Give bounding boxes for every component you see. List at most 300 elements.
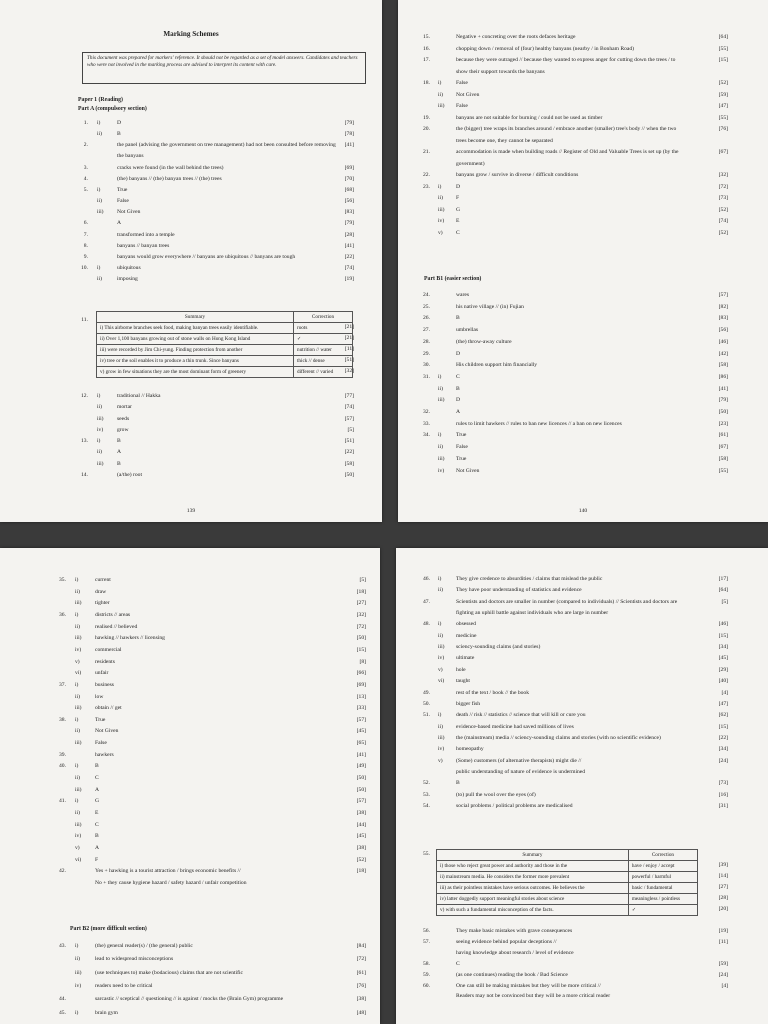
- percentage-mark: [61]: [718, 432, 728, 439]
- sub-item-label: iii): [75, 635, 82, 642]
- answer-text: D: [456, 350, 461, 357]
- answer-line: [0, 941, 380, 952]
- percentage-mark: [67]: [718, 149, 728, 155]
- question-number: 6.: [83, 220, 88, 227]
- sub-item-label: iii): [438, 103, 445, 109]
- sub-item-label: ii): [97, 404, 102, 411]
- question-number: 47.: [423, 598, 430, 605]
- answer-line: [398, 419, 768, 430]
- percentage-mark: [4]: [721, 982, 728, 989]
- percentage-mark: [39]: [718, 862, 728, 868]
- sub-item-label: ii): [438, 385, 443, 392]
- sub-item-label: iii): [75, 821, 82, 828]
- sub-item-label: i): [75, 798, 79, 805]
- answer-text: having knowledge about research / level of evidence: [456, 949, 574, 956]
- answer-line: [0, 391, 382, 402]
- answer-line: [398, 442, 768, 453]
- percentage-mark: [86]: [718, 373, 728, 380]
- summary-mark-line: [0, 355, 382, 366]
- answer-line: [396, 710, 768, 721]
- answer-text: Not Given: [95, 728, 119, 735]
- answer-text: obsessed: [456, 621, 476, 628]
- percentage-mark: [24]: [718, 971, 728, 978]
- question-number: 41.: [59, 798, 66, 805]
- sub-item-label: iii): [97, 415, 104, 422]
- answer-line: [0, 140, 382, 151]
- answer-line: [396, 790, 768, 801]
- question-number: 31.: [423, 373, 430, 380]
- sub-item-label: iv): [75, 982, 82, 989]
- sub-item-label: i): [75, 943, 79, 949]
- answer-text: (the) throw-away culture: [456, 338, 512, 345]
- question-number: 39.: [59, 751, 66, 758]
- answer-text: They give credence to absurdities / claims that mislead the public: [456, 576, 603, 582]
- sub-item-label: iii): [75, 740, 82, 747]
- sub-item-label: iii): [75, 705, 82, 712]
- question-number: 25.: [423, 303, 430, 310]
- answer-line: [396, 756, 768, 767]
- answer-line: [0, 994, 380, 1005]
- percentage-mark: [65]: [356, 740, 366, 747]
- summary-mark-line: [0, 322, 382, 333]
- percentage-mark: [15]: [718, 57, 728, 63]
- answer-text: G: [456, 206, 461, 213]
- answer-line: [0, 738, 380, 749]
- percentage-mark: [50]: [356, 786, 366, 793]
- answer-line: [0, 785, 380, 796]
- percentage-mark: [58]: [344, 460, 354, 467]
- sub-item-label: i): [97, 438, 101, 444]
- sub-item-label: i): [97, 186, 101, 193]
- answer-line: [0, 207, 382, 218]
- summary-mark-line: [396, 860, 768, 871]
- percentage-mark: [59]: [718, 91, 728, 98]
- answer-line: [396, 574, 768, 585]
- answer-text: umbrellas: [456, 327, 479, 334]
- answer-line: [0, 773, 380, 784]
- percentage-mark: [59]: [718, 960, 728, 967]
- answer-text: No + they cause hygiene hazard / safety hazard / unfair competition: [95, 879, 247, 886]
- summary-text: v) grow in few situations they are the most dominant form of greenery: [97, 367, 294, 378]
- answer-line: [396, 991, 768, 1002]
- sub-item-label: v): [438, 229, 443, 236]
- percentage-mark: [22]: [718, 734, 728, 741]
- sub-item-label: iii): [438, 206, 445, 213]
- percentage-mark: [76]: [356, 982, 366, 989]
- question-number: 50.: [423, 700, 430, 707]
- percentage-mark: [84]: [356, 943, 366, 949]
- percentage-mark: [38]: [356, 996, 366, 1003]
- question-number: 18.: [423, 80, 430, 86]
- percentage-mark: [13]: [356, 693, 366, 700]
- correction-header: Correction: [628, 850, 697, 861]
- percentage-mark: [73]: [718, 780, 728, 787]
- question-number: 5.: [83, 186, 88, 193]
- answer-text: banyans // banyan trees: [117, 242, 170, 249]
- answer-line: [0, 174, 382, 185]
- answer-text: seeing evidence behind popular deceptions //: [456, 938, 557, 945]
- percentage-mark: [45]: [356, 833, 366, 840]
- answer-text: False: [456, 103, 468, 109]
- sub-item-label: vi): [438, 678, 445, 685]
- question-number: 59.: [423, 971, 430, 978]
- answer-text: his native village // (in) Fujian: [456, 303, 524, 310]
- question-number: 10.: [81, 264, 88, 271]
- percentage-mark: [41]: [344, 142, 354, 149]
- answer-line: [398, 313, 768, 324]
- answer-line: [398, 113, 768, 124]
- answer-text: A: [117, 449, 122, 456]
- answer-line: [396, 608, 768, 619]
- sub-item-label: iv): [75, 833, 82, 840]
- sub-item-label: ii): [75, 588, 80, 595]
- answer-line: [0, 436, 382, 447]
- sub-item-label: ii): [75, 810, 80, 816]
- percentage-mark: [8]: [359, 658, 366, 665]
- percentage-mark: [55]: [718, 45, 728, 52]
- answer-line: [396, 767, 768, 778]
- answer-text: grow: [117, 426, 129, 433]
- answer-text: True: [117, 186, 128, 193]
- answer-line: [0, 263, 382, 274]
- percentage-mark: [67]: [718, 444, 728, 451]
- question-number: 48.: [423, 621, 430, 628]
- page-141: [0, 548, 380, 1024]
- percentage-mark: [38]: [356, 810, 366, 816]
- question-number: 52.: [423, 780, 430, 787]
- answer-line: [0, 1008, 380, 1019]
- sub-item-label: ii): [75, 623, 80, 630]
- answer-text: residents: [95, 658, 115, 665]
- answer-text: C: [456, 960, 460, 967]
- answer-line: [396, 676, 768, 687]
- answer-line: [0, 575, 380, 586]
- page-139: [0, 0, 382, 522]
- sub-item-label: iv): [438, 655, 445, 662]
- page-140: [398, 0, 768, 522]
- answer-text: imposing: [117, 276, 138, 283]
- answer-text: B: [456, 385, 460, 392]
- question-number: 45.: [59, 1009, 66, 1016]
- percentage-mark: [34]: [718, 746, 728, 753]
- percentage-mark: [29]: [718, 666, 728, 673]
- sub-item-label: iv): [438, 467, 445, 474]
- percentage-mark: [72]: [356, 956, 366, 963]
- answer-text: the (bigger) tree wraps its branches around / embrace another (smaller) tree's body // when the two: [456, 126, 677, 132]
- answer-text: wares: [456, 292, 470, 298]
- question-number: 38.: [59, 716, 66, 723]
- percentage-mark: [64]: [718, 587, 728, 594]
- percentage-mark: [42]: [718, 350, 728, 357]
- answer-line: [396, 948, 768, 959]
- percentage-mark: [62]: [718, 712, 728, 719]
- answer-line: [398, 193, 768, 204]
- correction-text: nutrition // water: [293, 345, 352, 356]
- question-number: 53.: [423, 791, 430, 798]
- answer-text: F: [456, 195, 460, 201]
- answer-line: [398, 407, 768, 418]
- percentage-mark: [28]: [344, 231, 354, 238]
- answer-line: [0, 252, 382, 263]
- question-number: 20.: [423, 126, 430, 132]
- percentage-mark: [5]: [347, 426, 354, 433]
- answer-text: D: [456, 183, 461, 190]
- page-number: 139: [186, 508, 196, 514]
- summary-text: iv) tree or the soil enables it to produce a thin trunk. Since banyans: [97, 356, 294, 367]
- answer-text: A: [95, 844, 100, 851]
- answer-text: True: [95, 716, 106, 723]
- sub-item-label: i): [97, 264, 101, 271]
- answer-line: [396, 722, 768, 733]
- percentage-mark: [46]: [718, 338, 728, 345]
- answer-line: [396, 631, 768, 642]
- answer-line: [0, 645, 380, 656]
- sub-item-label: v): [438, 757, 443, 764]
- percentage-mark: [79]: [344, 220, 354, 227]
- percentage-mark: [48]: [356, 1009, 366, 1016]
- summary-mark-line: [0, 333, 382, 344]
- sub-item-label: ii): [97, 449, 102, 456]
- percentage-mark: [21]: [344, 324, 354, 330]
- sub-item-label: i): [438, 621, 442, 628]
- sub-item-label: ii): [438, 723, 443, 730]
- percentage-mark: [32]: [356, 611, 366, 618]
- answer-line: [398, 101, 768, 112]
- question-number: 49.: [423, 689, 430, 696]
- question-number: 26.: [423, 315, 430, 322]
- sub-item-label: v): [75, 658, 80, 665]
- sub-item-label: i): [438, 183, 442, 190]
- percentage-mark: [34]: [718, 644, 728, 651]
- correction-text: ✓: [293, 334, 352, 345]
- answer-line: [398, 337, 768, 348]
- answer-line: [0, 668, 380, 679]
- answer-text: social problems / political problems are medicalised: [456, 803, 573, 809]
- answer-line: [396, 801, 768, 812]
- answer-text: accommodation is made when building roads // Register of Old and Valuable Trees is set up (by the: [456, 149, 679, 155]
- answer-text: C: [95, 821, 99, 828]
- sub-item-label: ii): [438, 195, 443, 201]
- percentage-mark: [66]: [356, 670, 366, 677]
- answer-line: [0, 598, 380, 609]
- answer-text: trees become one, they cannot be separated: [456, 137, 553, 144]
- percentage-mark: [74]: [344, 264, 354, 271]
- sub-item-label: i): [75, 611, 79, 618]
- sub-item-label: ii): [438, 587, 443, 594]
- answer-text: (as one continues) reading the book / Bad Science: [456, 971, 568, 978]
- correction-text: thick // dense: [293, 356, 352, 367]
- sub-item-label: ii): [97, 198, 102, 205]
- percentage-mark: [83]: [344, 209, 354, 216]
- answer-line: [0, 796, 380, 807]
- percentage-mark: [22]: [344, 253, 354, 260]
- question-number: 58.: [423, 960, 430, 967]
- question-number: 2.: [83, 142, 88, 149]
- sub-item-label: i): [75, 716, 79, 723]
- answer-text: E: [95, 810, 99, 816]
- question-number: 7.: [83, 231, 88, 238]
- answer-line: [0, 820, 380, 831]
- summary-header: Summary: [97, 312, 294, 323]
- answer-text: tighter: [95, 600, 110, 607]
- percentage-mark: [24]: [718, 757, 728, 764]
- correction-text: different // varied: [293, 367, 352, 378]
- answer-line: [0, 196, 382, 207]
- sub-item-label: i): [438, 576, 442, 582]
- percentage-mark: [52]: [356, 856, 366, 863]
- question-number: 51.: [423, 712, 430, 719]
- answer-text: realised // believed: [95, 623, 138, 630]
- summary-text: iii) as their pointless mistakes have serious outcomes. He believes the: [437, 883, 629, 894]
- answer-text: mortar: [117, 404, 132, 411]
- answer-text: (the) general reader(s) / (the general) public: [95, 943, 193, 949]
- correction-text: meaningless / pointless: [628, 894, 697, 905]
- question-number: 13.: [81, 438, 88, 444]
- answer-line: [398, 216, 768, 227]
- summary-header-row: [97, 312, 353, 323]
- percentage-mark: [51]: [344, 438, 354, 444]
- answer-line: [396, 699, 768, 710]
- sub-item-label: i): [438, 432, 442, 439]
- percentage-mark: [18]: [356, 588, 366, 595]
- percentage-mark: [44]: [356, 821, 366, 828]
- question-number: 1.: [83, 120, 88, 126]
- percentage-mark: [50]: [718, 409, 728, 415]
- correction-header: Correction: [293, 312, 352, 323]
- answer-text: A: [117, 220, 122, 227]
- answer-text: traditional // Hakka: [117, 393, 161, 399]
- sub-item-label: ii): [438, 91, 443, 98]
- answer-text: E: [456, 218, 460, 224]
- answer-text: evidence-based medicine had saved millions of lives: [456, 723, 574, 730]
- summary-text: i) This airborne branches seek food, making banyan trees easily identifiable.: [97, 323, 294, 334]
- percentage-mark: [19]: [718, 928, 728, 934]
- question-number: 33.: [423, 420, 430, 427]
- sub-item-label: iv): [438, 746, 445, 753]
- answer-line: [396, 733, 768, 744]
- answer-line: [396, 653, 768, 664]
- answer-text: show their support towards the banyans: [456, 68, 545, 75]
- percentage-mark: [17]: [718, 576, 728, 582]
- sub-item-label: i): [75, 681, 79, 688]
- answer-text: business: [95, 681, 114, 688]
- answer-line: [398, 454, 768, 465]
- answer-line: [396, 970, 768, 981]
- answer-text: False: [456, 80, 468, 86]
- answer-text: A: [456, 409, 461, 415]
- percentage-mark: [11]: [344, 346, 354, 352]
- percentage-mark: [72]: [356, 623, 366, 630]
- answer-text: Yes + hawking is a tourist attraction / brings economic benefits //: [95, 868, 241, 875]
- percentage-mark: [79]: [718, 397, 728, 404]
- answer-line: [398, 170, 768, 181]
- correction-text: roots: [293, 323, 352, 334]
- percentage-mark: [78]: [344, 131, 354, 138]
- answer-text: medicine: [456, 632, 477, 639]
- percentage-mark: [16]: [718, 791, 728, 798]
- question-number: 30.: [423, 362, 430, 369]
- answer-text: B: [456, 315, 460, 322]
- summary-mark-line: [396, 893, 768, 904]
- sub-item-label: v): [75, 844, 80, 851]
- percentage-mark: [58]: [718, 455, 728, 462]
- answer-text: draw: [95, 588, 107, 595]
- correction-text: ✓: [628, 905, 697, 916]
- question-number: 56.: [423, 928, 430, 934]
- question-number: 21.: [423, 149, 430, 155]
- percentage-mark: [61]: [356, 969, 366, 976]
- question-number: 28.: [423, 338, 430, 345]
- answer-text: sarcastic // sceptical // questioning // is against / mocks the (Brain Gym) programme: [95, 996, 284, 1003]
- answer-line: [0, 954, 380, 965]
- question-number: 42.: [59, 868, 66, 875]
- summary-header-row: [437, 850, 698, 861]
- percentage-mark: [57]: [356, 716, 366, 723]
- answer-text: Not Given: [456, 91, 480, 98]
- question-number: 22.: [423, 172, 430, 178]
- answer-text: hawkers: [95, 751, 114, 758]
- answer-text: obtain // get: [95, 705, 122, 712]
- answer-text: One can still be making mistakes but they will be more critical //: [456, 982, 601, 989]
- question-number: 12.: [81, 393, 88, 399]
- percentage-mark: [68]: [344, 186, 354, 193]
- answer-text: Scientists and doctors are smaller in number (compared to individuals) // Scientists and doctors are: [456, 598, 678, 605]
- answer-line: [396, 665, 768, 676]
- answer-text: because they were outraged // because they wanted to express anger for cutting down the trees / to: [456, 57, 676, 63]
- sub-item-label: iii): [75, 786, 82, 793]
- answer-text: chopping down / removal of (four) healthy banyans (nearby / in Bonham Road): [456, 45, 635, 52]
- answer-line: [398, 124, 768, 135]
- percentage-mark: [50]: [344, 471, 354, 478]
- sub-item-label: iii): [438, 397, 445, 404]
- answer-line: [396, 642, 768, 653]
- answer-line: [398, 372, 768, 383]
- summary-text: iii) were recorded by Jim Chi-yung. Finding protection from another: [97, 345, 294, 356]
- answer-line: [0, 843, 380, 854]
- answer-text: False: [95, 740, 107, 747]
- answer-text: True: [456, 432, 467, 439]
- question-number: 60.: [423, 982, 430, 989]
- answer-line: [0, 185, 382, 196]
- answer-line: [0, 447, 382, 458]
- percentage-mark: [50]: [356, 775, 366, 782]
- answer-text: B: [117, 131, 121, 138]
- answer-line: [0, 968, 380, 979]
- answer-text: homeopathy: [456, 746, 484, 753]
- answer-text: taught: [456, 678, 470, 685]
- answer-text: rest of the text / book // the book: [456, 689, 530, 696]
- answer-line: [0, 274, 382, 285]
- percentage-mark: [51]: [344, 357, 354, 363]
- summary-text: v) with such a fundamental misconception of the facts.: [437, 905, 629, 916]
- percentage-mark: [56]: [344, 198, 354, 205]
- percentage-mark: [28]: [718, 895, 728, 901]
- answer-text: F: [95, 856, 99, 863]
- answer-text: transformed into a temple: [117, 231, 175, 238]
- answer-text: D: [117, 120, 122, 126]
- answer-text: cracks were found (in the wall behind the trees): [117, 164, 224, 171]
- answer-text: banyans would grow everywhere // banyans are ubiquitous // banyans are tough: [117, 253, 296, 260]
- summary-mark-line: [0, 344, 382, 355]
- answer-line: [398, 78, 768, 89]
- answer-line: [396, 597, 768, 608]
- percentage-mark: [69]: [344, 164, 354, 171]
- percentage-mark: [23]: [718, 420, 728, 427]
- answer-line: [398, 349, 768, 360]
- answer-text: C: [95, 775, 99, 782]
- answer-text: commercial: [95, 646, 122, 653]
- answer-text: ubiquitous: [117, 264, 141, 271]
